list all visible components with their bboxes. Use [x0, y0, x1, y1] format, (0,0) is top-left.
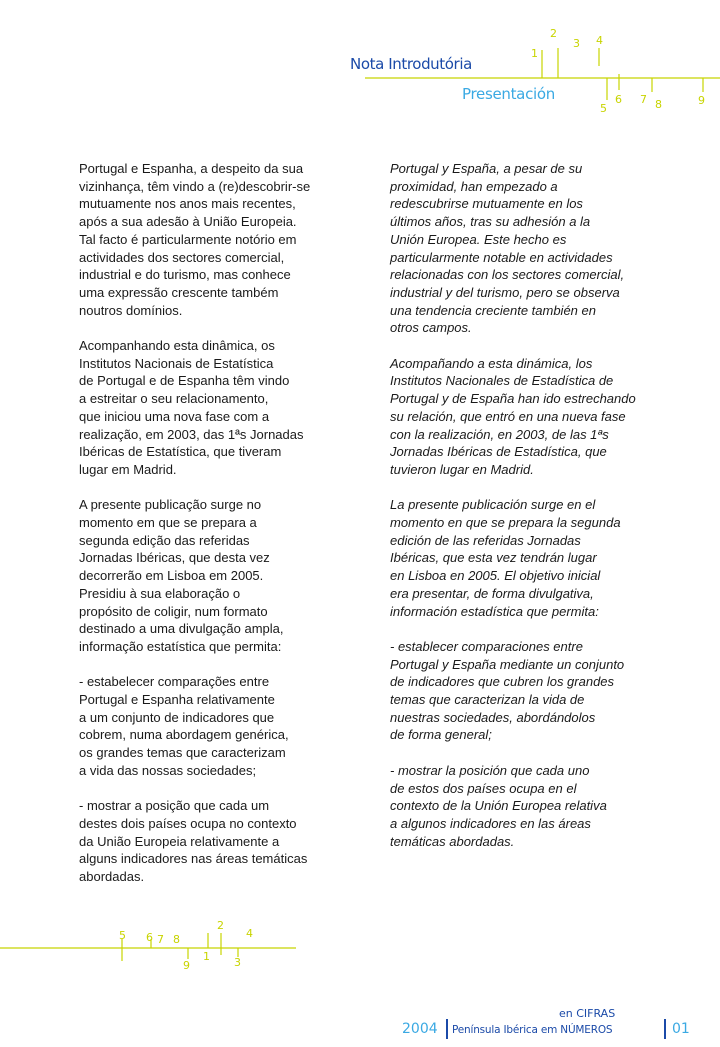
paragraph: Portugal y España, a pesar de su proximidad, han empezado a redescubrirse mutuamente en los últimos años, tras su adhesión a la Unión Europea. Este hecho es particularmente notable en actividades relacionadas con los sectores comercial, industrial y del turismo, pero se observa una tendencia creciente también en otros campos.: [390, 161, 625, 336]
deco-number: 9: [183, 959, 190, 972]
deco-number: 3: [234, 956, 241, 969]
paragraph: - mostrar la posición que cada uno de estos dos países ocupa en el contexto de la Unión Europea relativa a algunos indicadores en las áreas temáticas abordadas.: [390, 762, 607, 849]
paragraph: - estabelecer comparações entre Portugal e Espanha relativamente a um conjunto de indicadores que cobrem, numa abordagem genérica, os grandes temas que caracterizam a vida das nossas sociedades;: [79, 674, 289, 778]
deco-number: 7: [640, 93, 647, 106]
deco-number: 8: [173, 933, 180, 946]
paragraph: A presente publicação surge no momento em que se prepara a segunda edição das referidas Jornadas Ibéricas, que desta vez decorrerão em Lisboa em 2005. Presidiu à sua elaboração o propósito de coligir, num formato destinado a uma divulgação ampla, informação estatística que permita:: [79, 497, 284, 654]
deco-number: 8: [655, 98, 662, 111]
deco-number: 6: [146, 931, 153, 944]
deco-number: 4: [596, 34, 603, 47]
paragraph: Portugal e Espanha, a despeito da sua vizinhança, têm vindo a (re)descobrir-se mutuamente nos anos mais recentes, após a sua adesão à União Europeia. Tal facto é particularmente notório em actividades dos sectores comercial, industrial e do turismo, mas conhece uma expressão crescente também noutros domínios.: [79, 161, 311, 318]
paragraph: La presente publicación surge en el momento en que se prepara la segunda edición de las referidas Jornadas Ibéricas, que esta vez tendrán lugar en Lisboa en 2005. El objetivo inicial era presentar, de forma divulgativa, información estadística que permita:: [390, 497, 621, 619]
paragraph: Acompañando a esta dinámica, los Institutos Nacionales de Estadística de Portugal y de España han ido estrechando su relación, que entró en una nueva fase con la realización, en 2003, de las 1ªs Jornadas Ibéricas de Estadística, que tuvieron lugar en Madrid.: [390, 355, 636, 477]
text-column-spanish: [390, 160, 655, 850]
page-number: 01: [672, 1021, 690, 1037]
footer-number-line-graphic: [0, 915, 300, 975]
deco-number: 5: [119, 929, 126, 942]
paragraph: Acompanhando esta dinâmica, os Institutos Nacionais de Estatística de Portugal e de Espanha têm vindo a estreitar o seu relacionamento, que iniciou uma nova fase com a realização, em 2003, das 1ªs Jornadas Ibéricas de Estatística, que tiveram lugar em Madrid.: [79, 338, 304, 477]
deco-number: 6: [615, 93, 622, 106]
deco-number: 1: [203, 950, 210, 963]
deco-number: 9: [698, 94, 705, 107]
deco-number: 2: [217, 919, 224, 932]
footer-brand-top: en CIFRAS: [559, 1007, 616, 1020]
deco-number: 4: [246, 927, 253, 940]
deco-number: 5: [600, 102, 607, 115]
paragraph: - establecer comparaciones entre Portugal y España mediante un conjunto de indicadores que cubren los grandes temas que caracterizan la vida de nuestras sociedades, abordándolos de forma general;: [390, 638, 625, 743]
text-column-portuguese: [79, 160, 351, 886]
footer-divider: [664, 1019, 666, 1039]
deco-number: 2: [550, 27, 557, 40]
header-number-line-graphic: [0, 0, 720, 130]
paragraph: - mostrar a posição que cada um destes dois países ocupa no contexto da União Europeia relativamente a alguns indicadores nas áreas temáticas abordadas.: [79, 798, 308, 885]
deco-number: 1: [531, 47, 538, 60]
footer-divider: [446, 1019, 448, 1039]
page-title-pt: Nota Introdutória: [350, 55, 472, 73]
deco-number: 3: [573, 37, 580, 50]
page-title-es: Presentación: [462, 85, 555, 103]
footer-year: 2004: [402, 1021, 438, 1037]
footer-series-title: Península Ibérica em NÚMEROS: [452, 1024, 613, 1036]
deco-number: 7: [157, 933, 164, 946]
